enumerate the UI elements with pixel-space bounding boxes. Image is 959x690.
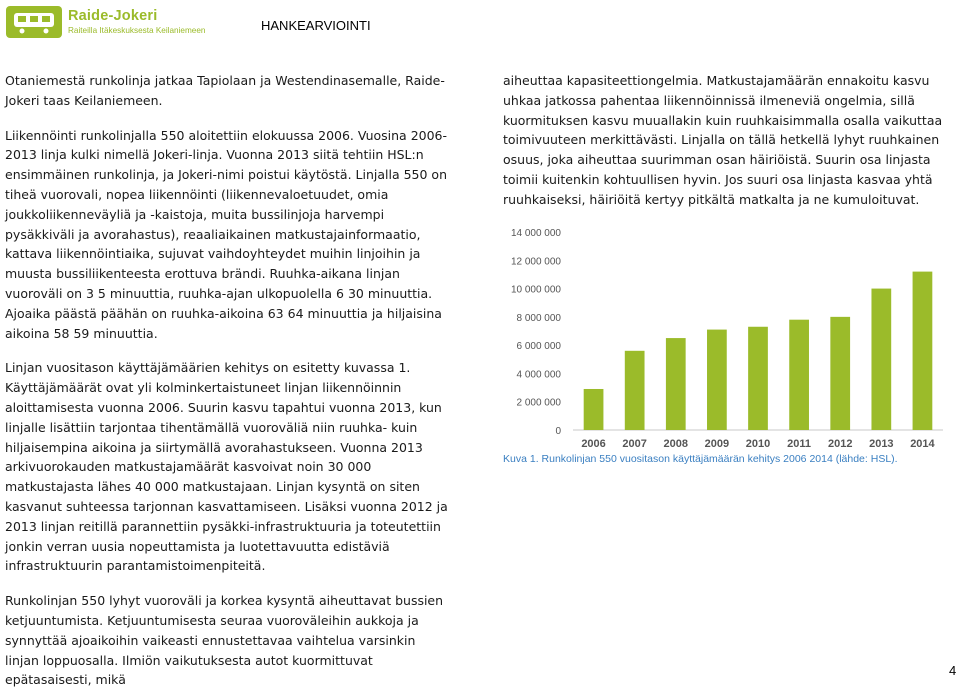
bar-2009 (707, 330, 727, 430)
y-tick-label: 8 000 000 (516, 312, 561, 324)
y-tick-label: 10 000 000 (510, 284, 561, 296)
y-tick-label: 12 000 000 (510, 256, 561, 268)
bar-2011 (789, 320, 809, 430)
logo-title: Raide-Jokeri (68, 8, 158, 24)
header-title: HANKEARVIOINTI (261, 18, 371, 33)
paragraph-5: aiheuttaa kapasiteettiongelmia. Matkustajamäärän ennakoitu kasvu uhkaa jatkossa pahentaa liikennöinnissä ilmeneviä ongelmia, sillä kuormituksen kasvu muuallakin kuin ruuhkaisimmalla osalla vaikuttaa toimivuuteen merkittävästi. Linjalla on tällä hetkellä lyhyt ruuhkainen osuus, joka aiheuttaa suurimman osan häiriöistä. Suurin osa linjasta toimii kuitenkin kohtuullisen hyvin. Jos suuri osa linjasta kasvaa yhtä ruuhkaiseksi, häiriöitä kertyy pitkältä matkalta ja ne kumuloituvat. (503, 73, 943, 207)
figure-caption: Kuva 1. Runkolinjan 550 vuositason käyttäjämäärän kehitys 2006 2014 (lähde: HSL). (503, 453, 898, 465)
x-tick-label: 2013 (869, 438, 894, 450)
x-tick-label: 2008 (663, 438, 689, 450)
bar-2007 (625, 351, 645, 430)
right-column (503, 71, 948, 210)
bar-2008 (666, 338, 686, 430)
bar-2013 (871, 289, 891, 430)
ridership-bar-chart (503, 222, 948, 454)
paragraph-3: Linjan vuositason käyttäjämäärien kehitys on esitetty kuvassa 1. Käyttäjämäärät ovat yli kolminkertaistuneet linjan liikennöinnin aloittamisesta vuonna 2006. Suurin kasvu tapahtui vuonna 2013, kun linjalle lisättiin tarjontaa tihentämällä vuoroväliä niin ruuhka- kuin hiljaisempina aikoina ja siirtymällä avorahastukseen. Vuonna 2013 arkivuorokauden matkustajamäärät kasvoivat noin 30 000 matkustajasta lähes 40 000 matkustajaan. Linjan kysyntä on siten kasvanut suhteessa tarjonnan kasvattamiseen. Lisäksi vuonna 2012 ja 2013 linjan reitillä parannettiin pysäkki-infrastruktuuria ja toteutettiin jonkin verran uusia nopeuttamista ja luotettavuutta edistäviä infrastruktuurin parantamistoimenpiteitä. (5, 360, 448, 574)
bar-2014 (913, 272, 933, 430)
x-tick-label: 2014 (910, 438, 935, 450)
x-tick-label: 2006 (581, 438, 606, 450)
bar-2010 (748, 327, 768, 430)
y-tick-label: 14 000 000 (510, 228, 561, 239)
chart-svg (503, 222, 948, 454)
y-tick-label: 6 000 000 (516, 341, 561, 353)
y-tick-label: 0 (555, 426, 561, 437)
y-tick-label: 4 000 000 (516, 369, 561, 381)
x-tick-label: 2009 (704, 438, 730, 450)
paragraph-4: Runkolinjan 550 lyhyt vuoroväli ja korkea kysyntä aiheuttavat bussien ketjuuntumista. Ketjuuntumisesta seuraa vuoroväleihin aukkoja ja synnyttää ajoaikoihin vaikeasti ennustettavaa vaihtelua varsinkin linjan loppuosalla. Ilmiön vaikutuksesta autot kuormittuvat epätasaisesti, mikä (5, 593, 444, 688)
x-tick-label: 2011 (787, 438, 812, 450)
train-logo-icon (6, 6, 62, 38)
raide-jokeri-logo (6, 5, 206, 39)
y-tick-label: 2 000 000 (516, 397, 561, 409)
logo-subtitle: Raiteilla Itäkeskuksesta Keilaniemeen (68, 26, 206, 35)
x-tick-label: 2012 (827, 438, 853, 450)
page-number: 4 (949, 663, 957, 678)
x-tick-label: 2010 (745, 438, 771, 450)
bar-2006 (584, 389, 604, 430)
left-column (5, 71, 450, 690)
paragraph-2: Liikennöinti runkolinjalla 550 aloitettiin elokuussa 2006. Vuosina 2006-2013 linja kulki nimellä Jokeri-linja. Vuonna 2013 siitä tehtiin HSL:n ensimmäinen runkolinja, ja Jokeri-nimi poistui käytöstä. Linjalla 550 on tiheä vuorovali, nopea liikennöinti (liikennevaloetuudet, omia joukkoliikenneväyliä ja -kaistoja, muita bussilinjoja harvempi pysäkkiväli ja avorahastus), reaaliaikainen matkustajainformaatio, kattava liikennöintiaika, sujuvat vaihdoyhteydet muihin linjoihin ja muusta bussiliikenteesta erottuva brändi. Ruuhka-aikana linjan vuoroväli on 3 5 minuuttia, ruuhka-ajan ulkopuolella 6 30 minuuttia. Ajoaika päästä päähän on ruuhka-aikoina 63 64 minuuttia ja hiljaisina aikoina 58 59 minuuttia. (5, 127, 448, 341)
paragraph-1: Otaniemestä runkolinja jatkaa Tapiolaan ja Westendinasemalle, Raide-Jokeri taas Keilaniemeen. (5, 73, 445, 108)
bar-2012 (830, 317, 850, 430)
x-tick-label: 2007 (622, 438, 647, 450)
